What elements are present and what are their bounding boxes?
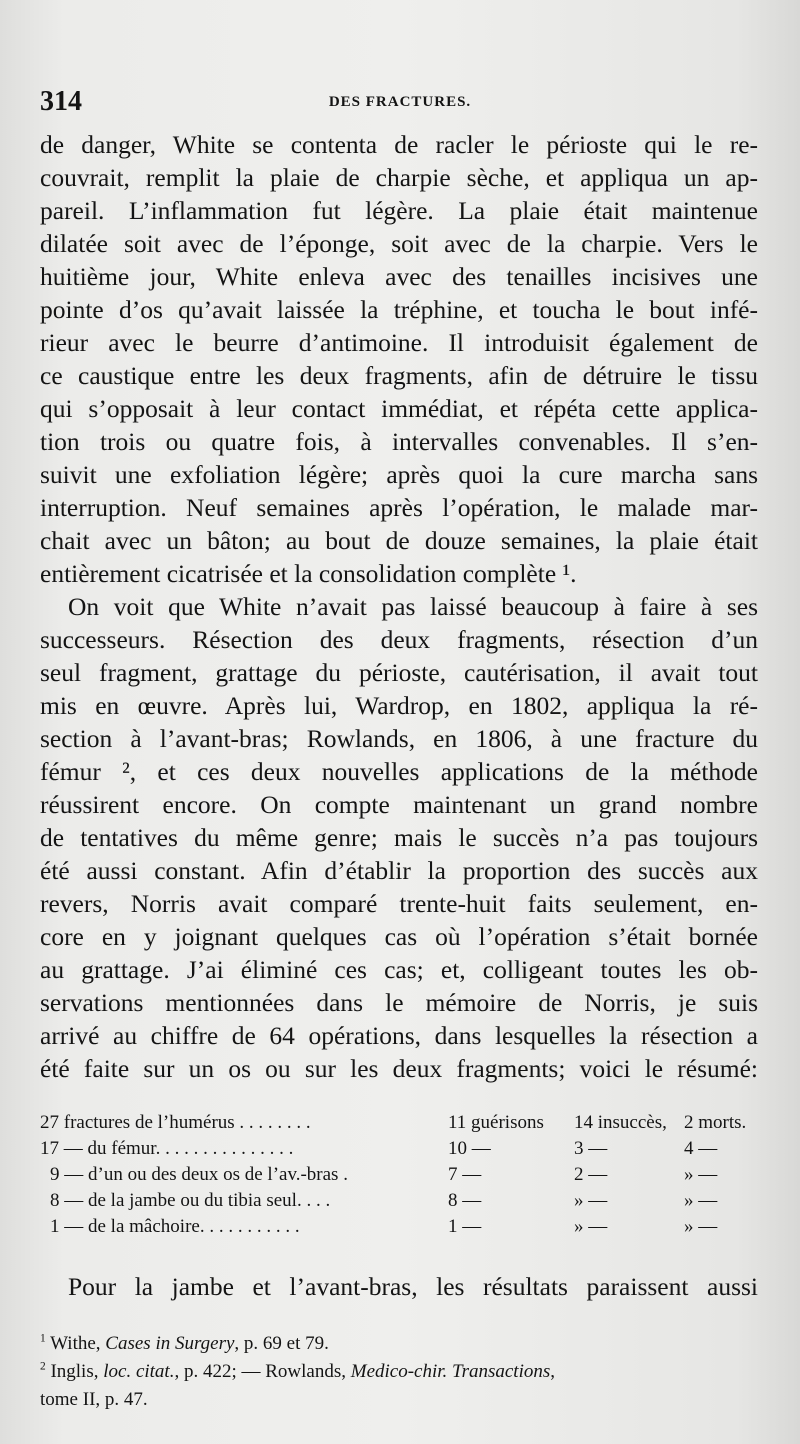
row-label: 1 — de la mâchoire. . . . . . . . . . .: [50, 1216, 300, 1237]
text-line: été faite sur un os ou sur les deux fragments; voici le résumé:: [40, 1054, 758, 1083]
healed-count: 8 —: [448, 1190, 482, 1211]
table-row: [40, 1164, 762, 1190]
text-line: qui s’opposait à leur contact immédiat, et répéta cette applica-: [40, 394, 758, 423]
footnote-text: Inglis,: [50, 1361, 104, 1382]
row-label: 27 fractures de l’humérus . . . . . . . .: [40, 1112, 311, 1133]
text-line: de tentatives du même genre; mais le succès n’a pas toujours: [40, 823, 758, 852]
footnote-text: ,: [550, 1361, 555, 1382]
healed-count: 11 guérisons: [448, 1112, 544, 1133]
text-line: successeurs. Résection des deux fragments, résection d’un: [40, 625, 758, 654]
footnote-mark: 1: [40, 1332, 46, 1345]
text-line: arrivé au chiffre de 64 opérations, dans lesquelles la résection a: [40, 1021, 758, 1050]
text-line: revers, Norris avait comparé trente-huit faits seulement, en-: [40, 889, 758, 918]
row-label: 8 — de la jambe ou du tibia seul. . . .: [50, 1190, 331, 1211]
footnote: [40, 1330, 762, 1358]
text-line: au grattage. J’ai éliminé ces cas; et, colligeant toutes les ob-: [40, 955, 758, 984]
text-line: couvrait, remplit la plaie de charpie sèche, et appliqua un ap-: [40, 163, 758, 192]
footnote-text: , p. 69 et 79.: [234, 1333, 329, 1354]
text-line: core en y joignant quelques cas où l’opération s’était bornée: [40, 922, 758, 951]
text-line: servations mentionnées dans le mémoire de Norris, je suis: [40, 988, 758, 1017]
failure-count: » —: [574, 1216, 608, 1237]
text-line: seul fragment, grattage du périoste, cautérisation, il avait tout: [40, 658, 758, 687]
death-count: 2 morts.: [684, 1112, 747, 1133]
failure-count: 2 —: [574, 1164, 608, 1185]
failure-count: 14 insuccès,: [574, 1112, 667, 1133]
text-line: de danger, White se contenta de racler le périoste qui le re-: [40, 130, 758, 159]
body-text: [40, 128, 758, 1085]
footnote-mark: 2: [40, 1360, 46, 1373]
text-line: ce caustique entre les deux fragments, afin de détruire le tissu: [40, 361, 758, 390]
closing-paragraph: [40, 1270, 758, 1303]
text-line: réussirent encore. On compte maintenant un grand nombre: [40, 790, 758, 819]
footnote-text: Withe,: [50, 1333, 106, 1354]
text-line: mis en œuvre. Après lui, Wardrop, en 1802, appliqua la ré-: [40, 691, 758, 720]
death-count: 4 —: [684, 1138, 718, 1159]
healed-count: 1 —: [448, 1216, 482, 1237]
footnote-italic: loc. citat.: [103, 1361, 175, 1382]
death-count: » —: [684, 1190, 718, 1211]
text-line: rieur avec le beurre d’antimoine. Il introduisit également de: [40, 328, 758, 357]
footnote: [40, 1358, 762, 1386]
footnote-italic: Medico-chir. Transactions: [350, 1361, 551, 1382]
text-line: pareil. L’inflammation fut légère. La plaie était maintenue: [40, 196, 758, 225]
page-number: 314: [40, 86, 82, 117]
text-line: entièrement cicatrisée et la consolidation complète ¹.: [40, 559, 577, 588]
text-line: Pour la jambe et l’avant-bras, les résultats paraissent aussi: [68, 1272, 758, 1301]
text-line: interruption. Neuf semaines après l’opération, le malade mar-: [40, 493, 758, 522]
text-line: pointe d’os qu’avait laissée la tréphine, et toucha le bout infé-: [40, 295, 758, 324]
results-table: [40, 1112, 762, 1242]
text-line: été aussi constant. Afin d’établir la proportion des succès aux: [40, 856, 758, 885]
footnote-text: , p. 422; — Rowlands,: [174, 1361, 351, 1382]
table-row: [40, 1138, 762, 1164]
table-row: [40, 1190, 762, 1216]
death-count: » —: [684, 1164, 718, 1185]
text-line: tion trois ou quatre fois, à intervalles convenables. Il s’en-: [40, 427, 758, 456]
footnotes: [40, 1330, 762, 1414]
row-label: 9 — d’un ou des deux os de l’av.-bras .: [50, 1164, 348, 1185]
text-line: fémur ², et ces deux nouvelles applications de la méthode: [40, 757, 758, 786]
footnote: [40, 1386, 762, 1414]
failure-count: 3 —: [574, 1138, 608, 1159]
failure-count: » —: [574, 1190, 608, 1211]
text-line: On voit que White n’avait pas laissé beaucoup à faire à ses: [68, 592, 758, 621]
death-count: » —: [684, 1216, 718, 1237]
healed-count: 10 —: [448, 1138, 491, 1159]
footnote-italic: Cases in Surgery: [105, 1333, 235, 1354]
healed-count: 7 —: [448, 1164, 482, 1185]
text-line: huitième jour, White enleva avec des tenailles incisives une: [40, 262, 758, 291]
table-row: [40, 1112, 762, 1138]
text-line: suivit une exfoliation légère; après quoi la cure marcha sans: [40, 460, 758, 489]
running-title: DES FRACTURES.: [328, 94, 472, 110]
row-label: 17 — du fémur. . . . . . . . . . . . . . .: [40, 1138, 294, 1159]
page-header: [40, 86, 760, 116]
text-line: dilatée soit avec de l’éponge, soit avec de la charpie. Vers le: [40, 229, 758, 258]
table-row: [40, 1216, 762, 1242]
text-line: section à l’avant-bras; Rowlands, en 1806, à une fracture du: [40, 724, 758, 753]
text-line: chait avec un bâton; au bout de douze semaines, la plaie était: [40, 526, 758, 555]
footnote-text: tome II, p. 47.: [40, 1389, 148, 1410]
